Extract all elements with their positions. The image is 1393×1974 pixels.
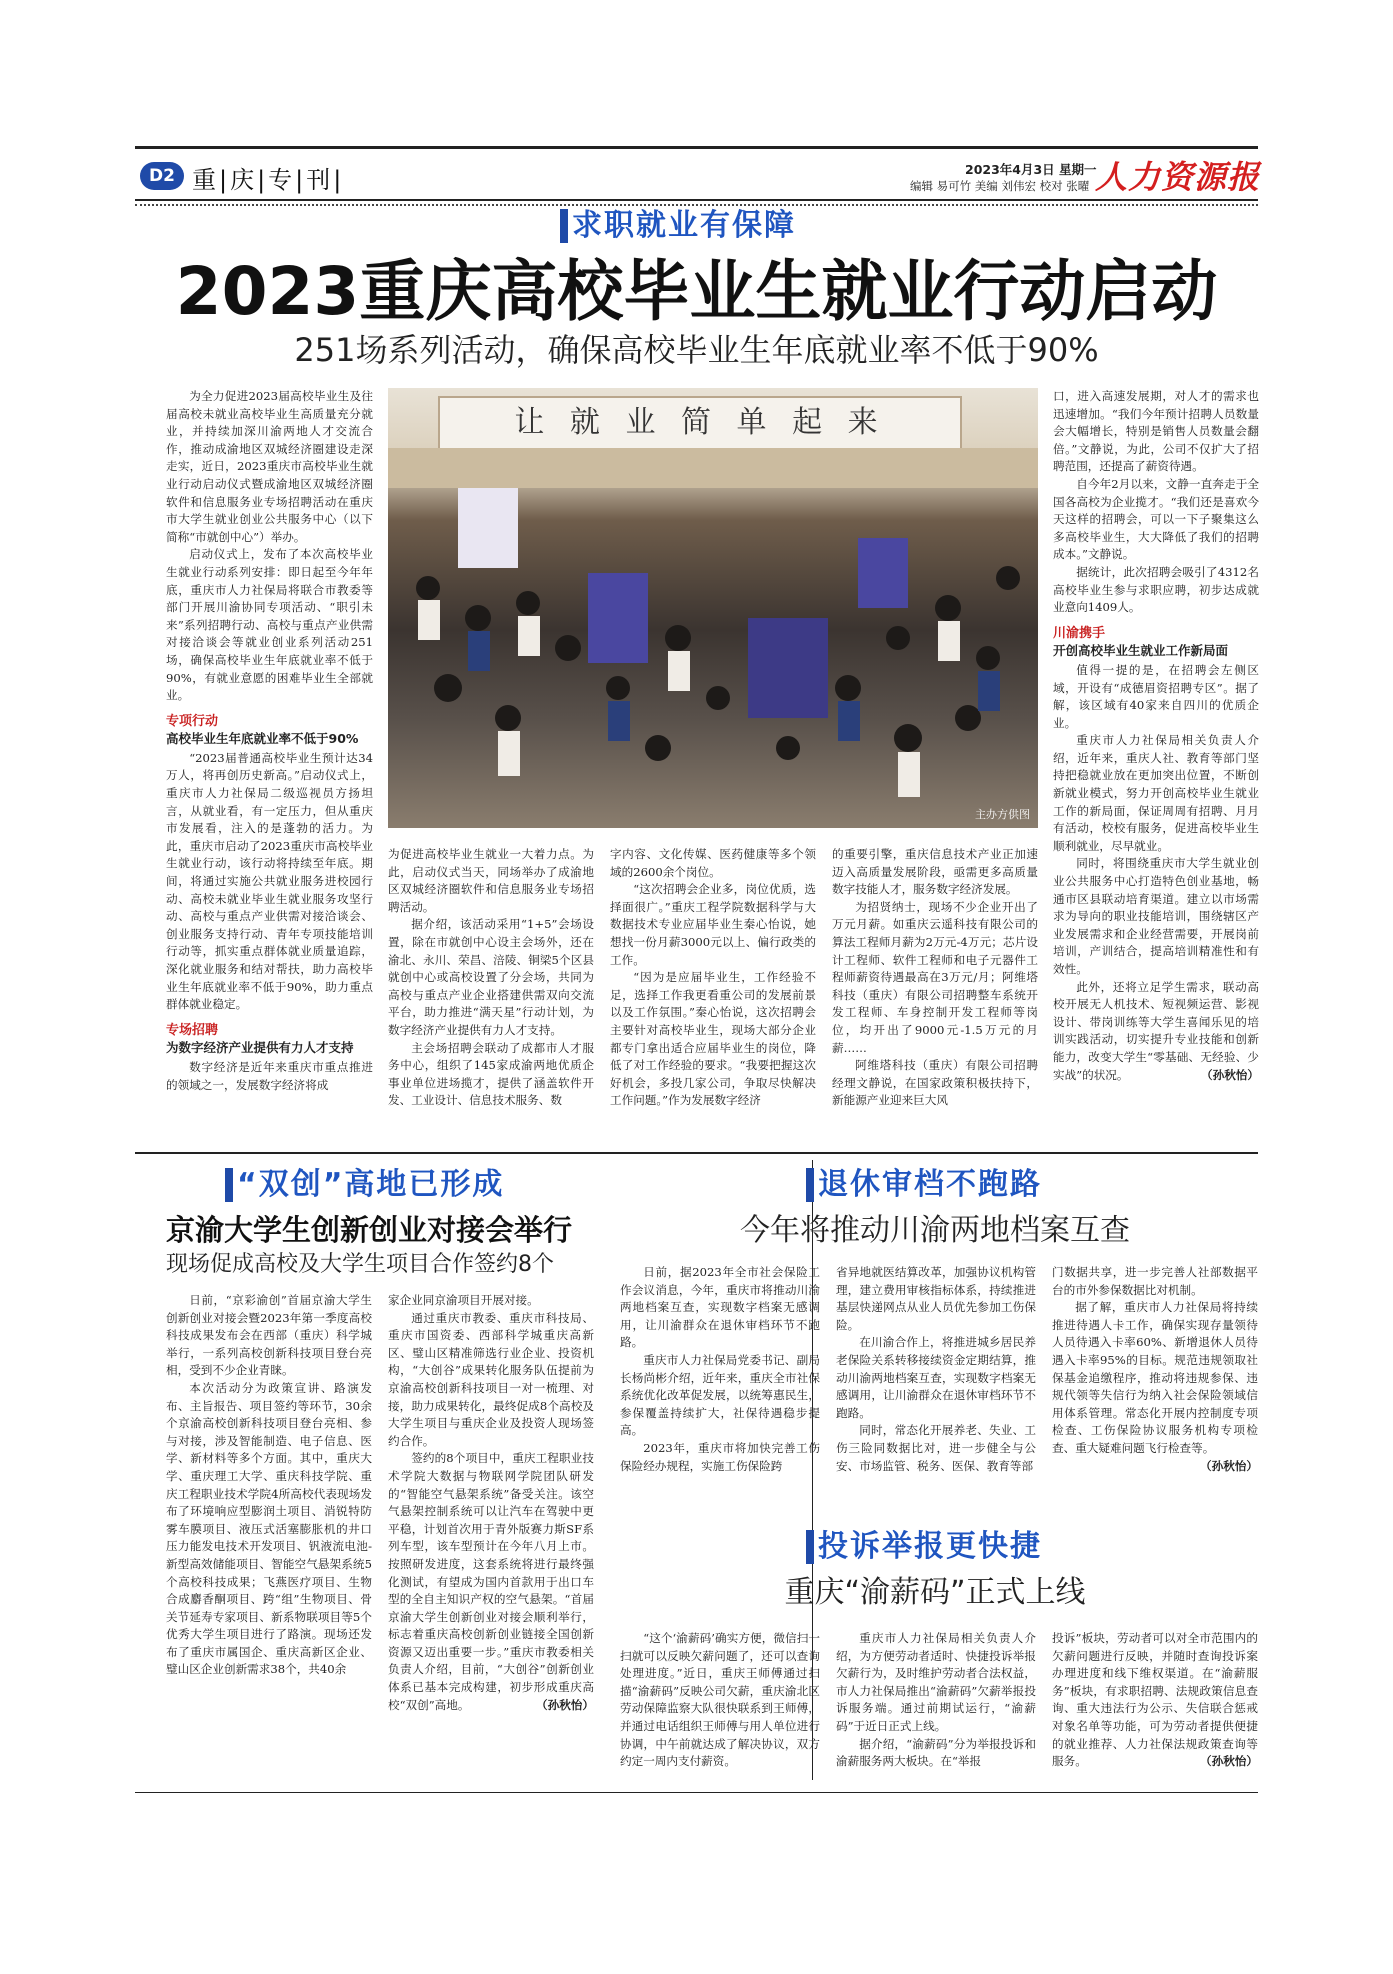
lead-para: 值得一提的是，在招聘会左侧区域，开设有“成德眉资招聘专区”。据了解，该区域有40家来自四川的优质企业。 — [1053, 662, 1259, 730]
lead-para: 口，进入高速发展期，对人才的需求也迅速增加。“我们今年预计招聘人员数量会大幅增长，特别是销售人员数量会翻倍。”文静说，为此，公司不仅扩大了招聘范围，还提高了薪资待遇。 — [1053, 389, 1259, 474]
lead-column-5 — [1053, 388, 1259, 1140]
header-bottom-rule — [135, 199, 1258, 201]
article2-para: 日前，“京彩渝创”首届京渝大学生创新创业对接会暨2023年第一季度高校科技成果发布会在西部（重庆）科学城举行，一系列高校创新科技项目登台亮相，受到不少企业青睐。 — [166, 1293, 372, 1378]
newspaper-logo: 人力资源报 — [1095, 158, 1261, 196]
lead-para: 此外，还将立足学生需求，联动高校开展无人机技术、短视频运营、影视设计、带岗训练等大学生喜闻乐见的培训实践活动，切实提升专业技能和创新能力，改变大学生“零基础、无经验、少实战”的状况。 （孙秋怡） — [1053, 979, 1259, 1085]
article2-headline: 京渝大学生创新创业对接会举行 — [166, 1213, 573, 1247]
article3-column-1 — [620, 1264, 820, 1524]
article3-para: 同时，常态化开展养老、失业、工伤三险同数据比对，进一步健全与公安、市场监管、税务、医保、教育等部 — [836, 1423, 1036, 1473]
article2-signature: （孙秋怡） — [536, 1697, 594, 1712]
section-divider — [135, 1152, 1258, 1154]
lead-para: 同时，将围绕重庆市大学生就业创业公共服务中心打造特色创业基地，畅通市区县联动培育渠道。建立以市场需求为导向的职业技能培训，围绕辖区产业发展需求和企业经营需要，开展岗前培训，产训结合，提高培训精准性和有效性。 — [1053, 856, 1259, 976]
article4-column-3 — [1052, 1630, 1258, 1780]
lead-subhead: 251场系列活动，确保高校毕业生年底就业率不低于90% — [294, 331, 1099, 369]
lead-para: 主会场招聘会联动了成都市人才服务中心，组织了145家成渝两地优质企事业单位进场揽才，提供了涵盖软件开发、工业设计、信息技术服务、数 — [388, 1040, 594, 1108]
issue-date: 2023年4月3日 星期一 — [965, 162, 1097, 177]
article3-column-2 — [836, 1264, 1036, 1524]
article3-para: 省异地就医结算改革，加强协议机构管理，建立费用审核指标体系，持续推进基层快递网点从业人员优先参加工伤保险。 — [836, 1265, 1036, 1332]
lead-signature: （孙秋怡） — [1201, 1067, 1259, 1082]
article2-para: 签约的8个项目中，重庆工程职业技术学院大数据与物联网学院团队研发的“智能空气悬架系统”备受关注。该空气悬架控制系统可以让汽车在驾驶中更平稳，计划首次用于青外版赛力斯SF系列车型，该车型预计在今年八月上市。按照研发进度，这套系统将进行最终强化测试，有望成为国内首款用于出口车型的全自主知识产权的空气悬架。“首届京渝大学生创新创业对接会顺利举行，标志着重庆高校创新创业链接全国创新资源又迈出重要一步。”重庆市教委相关负责人介绍，目前，“大创谷”创新创业体系已基本完成构建，初步形成重庆高校“双创”高地。 （孙秋怡） — [388, 1450, 594, 1714]
lead-para: 重庆市人力社保局相关负责人介绍，近年来，重庆人社、教育等部门坚持把稳就业放在更加突出位置，不断创新就业模式，努力开创高校毕业生就业工作的新局面，保证周周有招聘、月月有活动，校校有服务，促进高校毕业生顺利就业，尽早就业。 — [1053, 733, 1259, 853]
lead-para: “这次招聘会企业多，岗位优质，选择面很广。”重庆工程学院数据科学与大数据技术专业应届毕业生秦心怡说，她想找一份月薪3000元以上、偏行政类的工作。 — [610, 882, 816, 967]
article3-headline: 今年将推动川渝两地档案互查 — [740, 1213, 1130, 1248]
lead-column-2 — [388, 846, 594, 1140]
lead-sec2-title: 专场招聘 — [166, 1022, 219, 1038]
lead-para: 据介绍，该活动采用“1+5”会场设置，除在市就创中心设主会场外，还在渝北、永川、荣昌、涪陵、铜梁5个区县就创中心或高校设置了分会场，共同为高校与重点产业企业搭建供需双向交流平台，助力推进“满天星”行动计划，为数字经济产业提供有力人才支持。 — [388, 917, 594, 1037]
article4-column-2 — [836, 1630, 1036, 1780]
crowd-illustration — [388, 388, 1038, 828]
photo-caption: 主办方供图 — [975, 808, 1030, 821]
lead-para: 据统计，此次招聘会吸引了4312名高校毕业生参与求职应聘，初步达成就业意向1409人。 — [1053, 564, 1259, 615]
article4-headline: 重庆“渝薪码”正式上线 — [784, 1575, 1086, 1610]
lead-para: 的重要引擎，重庆信息技术产业正加速迈入高质量发展阶段，亟需更多高质量数字技能人才，服务数字经济发展。 — [832, 847, 1038, 897]
lead-para: 为招贤纳士，现场不少企业开出了万元月薪。如重庆云遥科技有限公司的算法工程师月薪为2万元-4万元；芯片设计工程师、软件工程师和电子元器件工程师薪资待遇最高在3万元/月；阿维塔科技（重庆）有限公司招聘整车系统开发工程师、车身控制开发工程师等岗位，均开出了9000元-1.5万元的月薪…… — [832, 899, 1038, 1055]
editor-credits: 编辑 易可竹 美编 刘伟宏 校对 张曜 — [910, 179, 1090, 193]
article4-para: 据介绍，“渝薪码”分为举报投诉和渝薪服务两大板块。在“举报 — [836, 1736, 1036, 1769]
lead-para: 为全力促进2023届高校毕业生及往届高校未就业高校毕业生高质量充分就业，并持续加深川渝两地人才交流合作，推动成渝地区双城经济圈建设走深走实，近日，2023重庆市高校毕业生就业行动启动仪式暨成渝地区双城经济圈软件和信息服务业专场招聘活动在重庆市大学生就业创业公共服务中心（以下简称“市就创中心”）举办。 — [166, 389, 373, 544]
lead-photo — [388, 388, 1038, 828]
lead-para: 启动仪式上，发布了本次高校毕业生就业行动系列安排：即日起至今年年底，重庆市人力社保局将联合市教委等部门开展川渝协同专项活动、“职引未来”系列招聘行动、高校与重点产业供需对接洽谈会等就业创业系列活动251场，确保高校毕业生年底就业率不低于90%，有就业意愿的困难毕业生全部就业。 — [166, 547, 373, 703]
banner-flag-icon — [806, 1168, 814, 1202]
article2-column-2 — [388, 1292, 594, 1780]
article3-para: 门数据共享，进一步完善人社部数据平台的市外参保数据比对机制。 — [1052, 1265, 1258, 1297]
footer-rule — [135, 1792, 1258, 1793]
article3-column-3 — [1052, 1264, 1258, 1524]
lead-sec2-sub: 为数字经济产业提供有力人才支持 — [166, 1040, 354, 1056]
lead-column-4 — [832, 846, 1038, 1140]
lead-para: “因为是应届毕业生，工作经验不足，选择工作我更看重公司的发展前景以及工作氛围。”秦心怡说，这次招聘会主要针对高校毕业生，现场大部分企业都专门拿出适合应届毕业生的岗位，降低了对工作经验的要求。“我要把握这次好机会，多投几家公司，争取尽快解决工作问题。”作为发展数字经济 — [610, 970, 816, 1108]
lead-para: 字内容、文化传媒、医药健康等多个领域的2600余个岗位。 — [610, 847, 816, 879]
article3-para: 重庆市人力社保局党委书记、副局长杨尚彬介绍，近年来，重庆全市社保系统优化改革促发展，以统筹惠民生，参保覆盖持续扩大，社保待遇稳步提高。 — [620, 1352, 820, 1438]
banner-flag-icon — [806, 1530, 814, 1564]
lead-sec3-sub: 开创高校毕业生就业工作新局面 — [1053, 643, 1229, 659]
section-title: 重|庆|专|刊| — [192, 166, 345, 194]
article3-para: 在川渝合作上，将推进城乡居民养老保险关系转移接续资金定期结算，推动川渝两地档案互查，实现数字档案无感调用，让川渝群众在退休审档环节不跑路。 — [836, 1335, 1036, 1420]
article3-para: 2023年，重庆市将加快完善工伤保险经办规程，实施工伤保险跨 — [620, 1440, 820, 1473]
article2-para: 家企业同京渝项目开展对接。 — [388, 1293, 539, 1307]
banner-flag-icon — [225, 1168, 233, 1202]
lead-headline: 2023重庆高校毕业生就业行动启动 — [175, 253, 1218, 330]
article4-para: 重庆市人力社保局相关负责人介绍，为方便劳动者适时、快捷投诉举报欠薪行为，及时维护劳动者合法权益，市人力社保局推出“渝薪码”欠薪举报投诉服务端。通过前期试运行，“渝薪码”于近日正式上线。 — [836, 1631, 1036, 1733]
header-top-rule — [135, 146, 1258, 149]
article4-para: 投诉”板块，劳动者可以对全市范围内的欠薪问题进行反映，并随时查询投诉案办理进度和线下维权渠道。在“渝薪服务”板块，有求职招聘、法规政策信息查询、重大违法行为公示、失信联合惩戒对象名单等功能，可为劳动者提供便捷的就业推荐、人力社保法规政策查询等服务。 （孙秋怡） — [1052, 1630, 1258, 1771]
article4-column-1 — [620, 1630, 820, 1780]
article3-para: 据了解，重庆市人力社保局将持续推进待遇人卡工作，确保实现存量领待人员待遇入卡率60%、新增退休人员待遇入卡率95%的目标。规范违规领取社保基金追缴程序，推动将违规参保、违规代领等失信行为纳入社会保险领域信用体系管理。常态化开展内控制度专项检查、工伤保险协议服务机构专项检查、重大疑难问题飞行检查等。 （孙秋怡） — [1052, 1299, 1258, 1457]
article2-para: 通过重庆市教委、重庆市科技局、重庆市国资委、西部科学城重庆高新区、璧山区精准筛选行业企业、投资机构，“大创谷”成果转化服务队伍提前为京渝高校创新科技项目一对一梳理、对接，助力成果转化，最终促成8个高校及大学生项目与重庆企业及投资人现场签约合作。 — [388, 1310, 594, 1448]
lead-para: 阿维塔科技（重庆）有限公司招聘经理文静说，在国家政策积极扶持下，新能源产业迎来巨大风 — [832, 1058, 1038, 1108]
page-number-badge: D2 — [140, 162, 184, 190]
lead-para: “2023届普通高校毕业生预计达34万人，将再创历史新高。”启动仪式上，重庆市人力社保局二级巡视员方扬坦言，从就业看，有一定压力，但从重庆市发展看，注入的是蓬勃的活力。为此，重庆市启动了2023重庆市高校毕业生就业行动，该行动将持续至年底。期间，将通过实施公共就业服务进校园行动、高校未就业毕业生就业服务攻坚行动、高校与重点产业供需对接洽谈会、创业服务支持行动、青年专项技能培训行动等，抓实重点群体就业质量追踪，深化就业服务和结对帮扶，助力高校毕业生年底就业率不低于90%，助力重点群体就业稳定。 — [166, 750, 373, 1012]
article2-column-1 — [166, 1292, 372, 1780]
lead-sec1-title: 专项行动 — [166, 713, 219, 729]
article4-para: “这个‘渝薪码’确实方便，微信扫一扫就可以反映欠薪问题了，还可以查询处理进度。”近日，重庆王师傅通过扫描“渝薪码”反映公司欠薪，重庆渝北区劳动保障监察大队很快联系到王师傅，并通过电话组织王师傅与用人单位进行协调，中午前就达成了解决协议，双方约定一周内支付薪资。 — [620, 1631, 820, 1769]
lead-para: 数字经济是近年来重庆市重点推进的领域之一，发展数字经济将成 — [166, 1059, 373, 1092]
lead-para: 自今年2月以来，文静一直奔走于全国各高校为企业揽才。“我们还是喜欢今天这样的招聘会，可以一下子聚集这么多高校毕业生，大大降低了我们的招聘成本。”文静说。 — [1053, 476, 1259, 562]
article3-signature: （孙秋怡） — [1200, 1458, 1258, 1473]
lead-sec3-title: 川渝携手 — [1053, 625, 1106, 641]
banner-flag-icon — [560, 209, 568, 243]
lead-sec1-sub: 高校毕业生年底就业率不低于90% — [166, 731, 359, 747]
lead-column-1 — [166, 388, 373, 1140]
article3-para: 日前，据2023年全市社会保险工作会议消息，今年，重庆市将推动川渝两地档案互查，实现数字档案无感调用，让川渝群众在退休审档环节不跑路。 — [620, 1265, 820, 1350]
lead-column-3 — [610, 846, 816, 1140]
lead-para: 为促进高校毕业生就业一大着力点。为此，启动仪式当天，同场举办了成渝地区双城经济圈软件和信息服务业专场招聘活动。 — [388, 847, 594, 914]
photo-banner-sign: 让 就 业 简 单 起 来 — [438, 396, 962, 450]
article2-para: 本次活动分为政策宣讲、路演发布、主旨报告、项目签约等环节，30余个京渝高校创新科技项目登台亮相、参与对接，涉及智能制造、电子信息、医学、新材料等多个方面。其中，重庆大学、重庆理工大学、重庆科技学院、重庆工程职业技术学院4所高校代表现场发布了环境响应型膨润土项目、消锐特防雾车膜项目、液压式活塞膨胀机的井口压力能发电技术开发项目、钒液流电池-新型高效储能项目、智能空气悬架系统5个高校科技成果；飞燕医疗项目、生物合成麝香酮项目、跨“组”生物项目、骨关节延寿专家项目、新系物联项目等5个优秀大学生项目进行了路演。现场还发布了重庆市属国企、重庆高新区企业、璧山区企业创新需求38个，共40余 — [166, 1380, 372, 1677]
article4-signature: （孙秋怡） — [1200, 1754, 1258, 1769]
article2-subhead: 现场促成高校及大学生项目合作签约8个 — [166, 1252, 554, 1277]
